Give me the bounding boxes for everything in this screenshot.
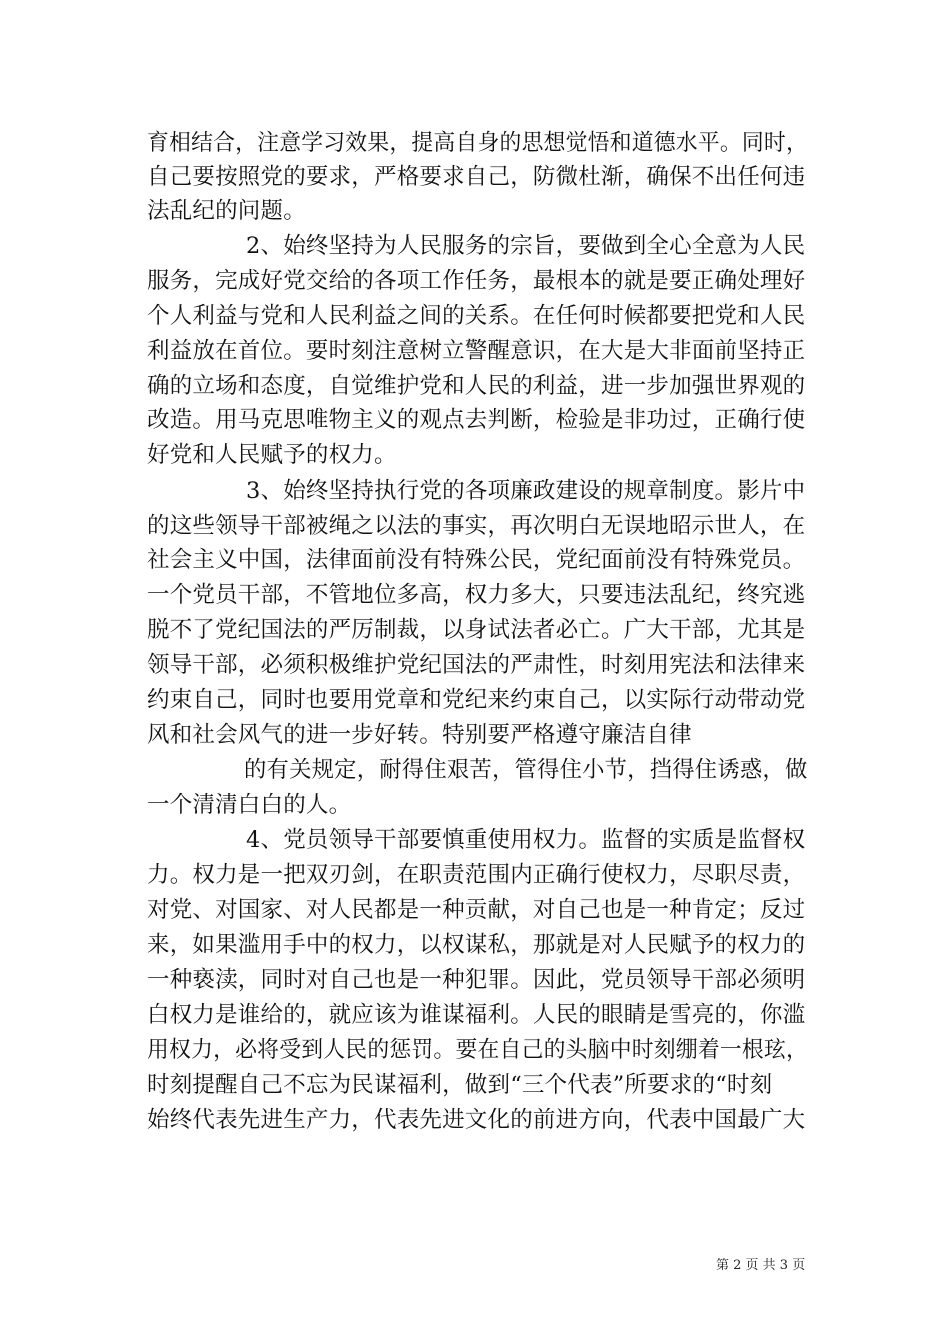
text-line: 服务，完成好党交给的各项工作任务，最根本的就是要正确处理好 bbox=[147, 268, 806, 294]
text-line: 对党、对国家、对人民都是一种贡献，对自己也是一种肯定；反过 bbox=[147, 897, 806, 923]
text-line: 力。权力是一把双刃剑，在职责范围内正确行使权力，尽职尽责， bbox=[147, 862, 806, 888]
text-line: 确的立场和态度，自觉维护党和人民的利益，进一步加强世界观的 bbox=[147, 373, 806, 399]
text-line: 2、始终坚持为人民服务的宗旨，要做到全心全意为人民 bbox=[246, 233, 806, 259]
text-line: 4、党员领导干部要慎重使用权力。监督的实质是监督权 bbox=[246, 827, 806, 853]
text-line: 一种亵渎，同时对自己也是一种犯罪。因此，党员领导干部必须明 bbox=[147, 967, 806, 993]
text-line: 一个清清白白的人。 bbox=[147, 792, 352, 818]
text-line: 约束自己，同时也要用党章和党纪来约束自己，以实际行动带动党 bbox=[147, 687, 806, 713]
text-line: 的这些领导干部被绳之以法的事实，再次明白无误地昭示世人，在 bbox=[147, 513, 806, 539]
text-line: 好党和人民赋予的权力。 bbox=[147, 442, 397, 468]
text-line: 的有关规定，耐得住艰苦，管得住小节，挡得住诱惑，做 bbox=[244, 757, 808, 783]
text-line: 白权力是谁给的，就应该为谁谋福利。人民的眼睛是雪亮的，你滥 bbox=[147, 1002, 806, 1028]
text-line: 育相结合，注意学习效果，提高自身的思想觉悟和道德水平。同时， bbox=[147, 130, 809, 156]
text-line: 脱不了党纪国法的严厉制裁，以身试法者必亡。广大干部，尤其是 bbox=[147, 617, 806, 643]
text-line: 自己要按照党的要求，严格要求自己，防微杜渐，确保不出任何违 bbox=[147, 164, 806, 190]
text-line: 始终代表先进生产力，代表先进文化的前进方向，代表中国最广大 bbox=[147, 1107, 806, 1133]
text-line: 个人利益与党和人民利益之间的关系。在任何时候都要把党和人民 bbox=[147, 303, 806, 329]
text-line: 利益放在首位。要时刻注意树立警醒意识，在大是大非面前坚持正 bbox=[147, 338, 806, 364]
text-line: 法乱纪的问题。 bbox=[147, 198, 306, 224]
text-line: 社会主义中国，法律面前没有特殊公民，党纪面前没有特殊党员。 bbox=[147, 547, 806, 573]
page-number-footer: 第 2 页 共 3 页 bbox=[716, 1258, 806, 1273]
text-line: 3、始终坚持执行党的各项廉政建设的规章制度。影片中 bbox=[246, 478, 806, 504]
text-line: 一个党员干部，不管地位多高，权力多大，只要违法乱纪，终究逃 bbox=[147, 582, 806, 608]
text-line: 改造。用马克思唯物主义的观点去判断，检验是非功过，正确行使 bbox=[147, 407, 806, 433]
text-line: 用权力，必将受到人民的惩罚。要在自己的头脑中时刻绷着一根玹， bbox=[147, 1037, 809, 1063]
text-line: 风和社会风气的进一步好转。特别要严格遵守廉洁自律 bbox=[147, 722, 692, 748]
text-line: 领导干部，必须积极维护党纪国法的严肃性，时刻用宪法和法律来 bbox=[147, 652, 806, 678]
text-line: 来，如果滥用手中的权力，以权谋私，那就是对人民赋予的权力的 bbox=[147, 932, 806, 958]
text-line: 时刻提醒自己不忘为民谋福利，做到“三个代表”所要求的“时刻 bbox=[147, 1072, 773, 1098]
